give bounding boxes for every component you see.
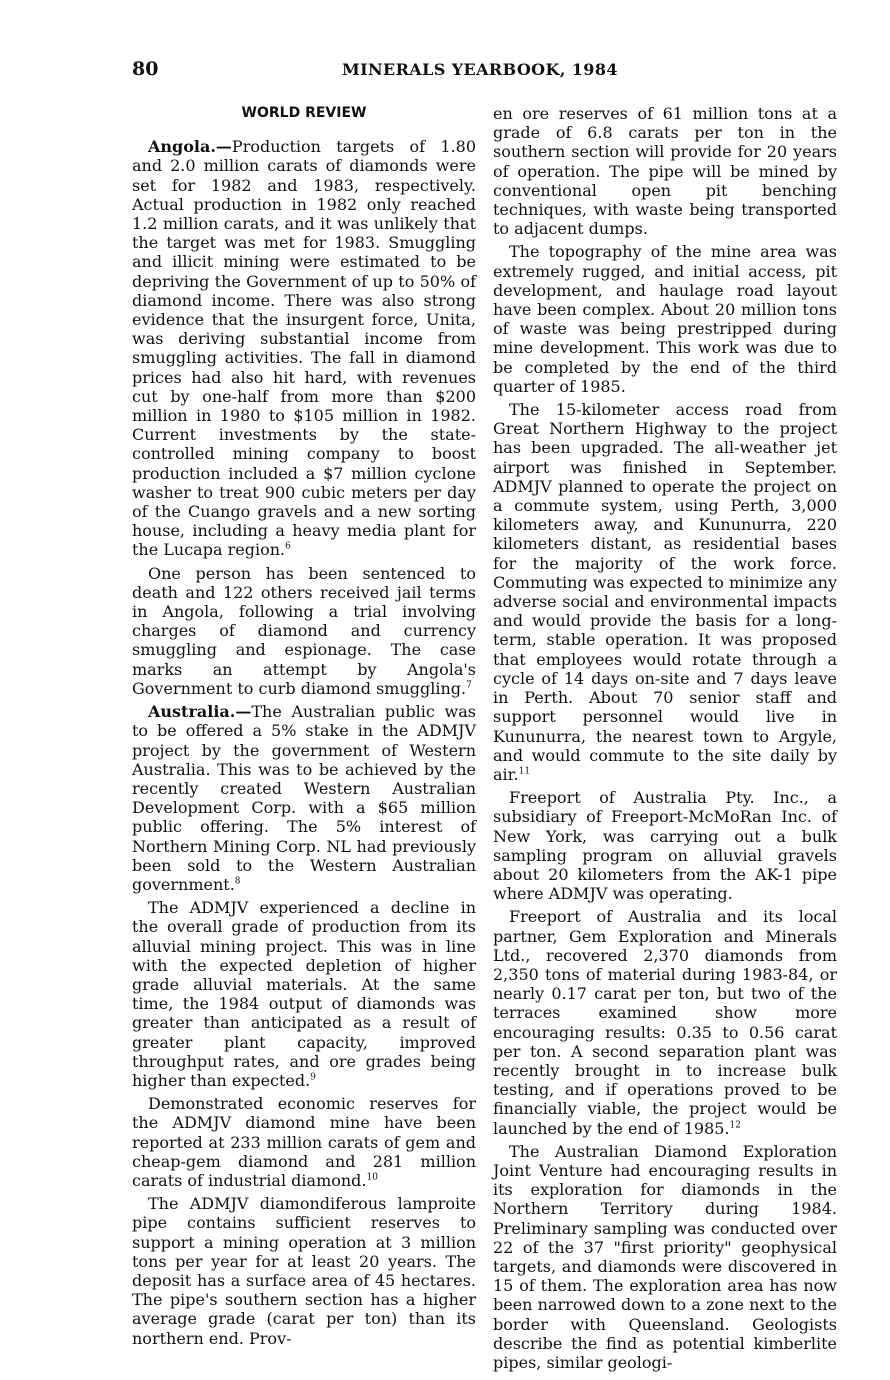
right-column bbox=[493, 104, 837, 1376]
footnote-ref: 12 bbox=[729, 1120, 741, 1131]
paragraph-exploration-jv bbox=[493, 1142, 837, 1372]
paragraph-access-road bbox=[493, 400, 837, 784]
footnote-ref: 6 bbox=[285, 542, 291, 553]
paragraph-text: Freeport of Australia and its local partner, Gem Exploration and Minerals Ltd., recovered 2,370 diamonds from 2,350 tons of material during 1983-84, or nearly 0.17 carat per ton, but two of the terraces examined show more encouraging results: 0.35 to 0.56 carat per ton. A second separation plant was recently brought in to increase bulk testing, and if operations proved to be financially viable, the project would be launched by the end of 1985. bbox=[493, 907, 837, 1138]
paragraph-text: The 15-kilometer access road from Great Northern Highway to the project has been upgraded. The all-weather jet airport was finished in September. ADMJV planned to operate the project on a commute system, using Perth, 3,000 kilometers away, and Kununurra, 220 kilometers distant, as residential bases for the majority of the work force. Commuting was expected to minimize any adverse social and environmental impacts and would provide the basis for a long-term, stable operation. It was proposed that employees would rotate through a cycle of 14 days on-site and 7 days leave in Perth. About 70 senior staff and support personnel would live in Kununurra, the nearest town to Argyle, and would commute to the site daily by air. bbox=[493, 400, 837, 784]
section-heading: WORLD REVIEW bbox=[241, 105, 367, 121]
paragraph-angola-trial bbox=[132, 564, 476, 698]
paragraph-text: Production targets of 1.80 and 2.0 million carats of diamonds were set for 1982 and 1983, respectively. Actual production in 1982 only reached 1.2 million carats, and it was unlikely that the target was met for 1983. Smuggling and illicit mining were estimated to be depriving the Government of up to 50% of diamond income. There was also strong evidence that the insurgent force, Unita, was deriving substantial income from smuggling activities. The fall in diamond prices had also hit hard, with revenues cut by one-half from more than $200 million in 1980 to $105 million in 1982. Current investments by the state-controlled mining company to boost production included a $7 million cyclone washer to treat 900 cubic meters per day of the Cuango gravels and a new sorting house, including a heavy media plant for the Lucapa region. bbox=[132, 137, 476, 560]
paragraph-lamproite-pipe bbox=[132, 1194, 476, 1348]
paragraph-text: The Australian public was to be offered a 5% stake in the ADMJV project by the government of Western Australia. This was to be achieved by the recently created Western Australian Development Corp. with a $65 million public offering. The 5% interest of Northern Mining Corp. NL had previously been sold to the Western Australian government. bbox=[132, 702, 476, 894]
footnote-ref: 10 bbox=[366, 1172, 378, 1183]
paragraph-text: The topography of the mine area was extremely rugged, and initial access, pit development, and haulage road layout have been complex. About 20 million tons of waste was being prestripped during mine development. This work was due to be completed by the end of the third quarter of 1985. bbox=[493, 242, 837, 396]
paragraph-freeport bbox=[493, 788, 837, 903]
footnote-ref: 7 bbox=[466, 680, 472, 691]
footnote-ref: 11 bbox=[518, 766, 531, 777]
paragraph-text: Freeport of Australia Pty. Inc., a subsidiary of Freeport-McMoRan Inc. of New York, was carrying out a bulk sampling program on alluvial gravels about 20 kilometers from the AK-1 pipe where ADMJV was operating. bbox=[493, 788, 837, 904]
paragraph-text: One person has been sentenced to death and 122 others received jail terms in Angola, following a trial involving charges of diamond and currency smuggling and espionage. The case marks an attempt by Angola's Government to curb diamond smuggling. bbox=[132, 563, 476, 698]
footnote-ref: 9 bbox=[310, 1072, 316, 1083]
paragraph-freeport-results bbox=[493, 907, 837, 1137]
left-column bbox=[132, 104, 476, 1352]
page-number: 80 bbox=[132, 58, 159, 80]
footnote-ref: 8 bbox=[234, 876, 241, 887]
paragraph-text: The Australian Diamond Exploration Joint Venture had encouraging results in its exploration for diamonds in the Northern Territory during 1984. Preliminary sampling was conducted over 22 of the 37 "first priority" geophysical targets, and diamonds were discovered in 15 of them. The exploration area has now been narrowed down to a zone next to the border with Queensland. Geologists describe the find as potential kimberlite pipes, similar geologi- bbox=[493, 1141, 837, 1372]
paragraph-admjv-grade bbox=[132, 898, 476, 1090]
paragraph-text: Demonstrated economic reserves for the ADMJV diamond mine have been reported at 233 million carats of gem and cheap-gem diamond and 281 million carats of industrial diamond. bbox=[132, 1094, 476, 1190]
paragraph-angola bbox=[132, 137, 476, 559]
country-lead-angola: Angola.— bbox=[148, 137, 232, 157]
paragraph-admjv-reserves bbox=[132, 1094, 476, 1190]
paragraph-topography bbox=[493, 242, 837, 396]
paragraph-text: The ADMJV experienced a decline in the overall grade of production from its alluvial mining project. This was in line with the expected depletion of higher grade alluvial materials. At the same time, the 1984 output of diamonds was greater than anticipated as a result of greater plant capacity, improved throughput rates, and ore grades being higher than expected. bbox=[132, 898, 476, 1090]
paragraph-text: en ore reserves of 61 million tons at a grade of 6.8 carats per ton in the southern section will provide for 20 years of operation. The pipe will be mined by conventional open pit benching techniques, with waste being transported to adjacent dumps. bbox=[493, 104, 837, 239]
paragraph-ore-reserves bbox=[493, 104, 837, 238]
paragraph-text: The ADMJV diamondiferous lamproite pipe contains sufficient reserves to support a mining operation at 3 million tons per year for at least 20 years. The deposit has a surface area of 45 hectares. The pipe's southern section has a higher average grade (carat per ton) than its northern end. Prov- bbox=[132, 1194, 476, 1348]
country-lead-australia: Australia.— bbox=[148, 702, 252, 722]
running-title: MINERALS YEARBOOK, 1984 bbox=[342, 60, 618, 79]
paragraph-australia bbox=[132, 702, 476, 894]
